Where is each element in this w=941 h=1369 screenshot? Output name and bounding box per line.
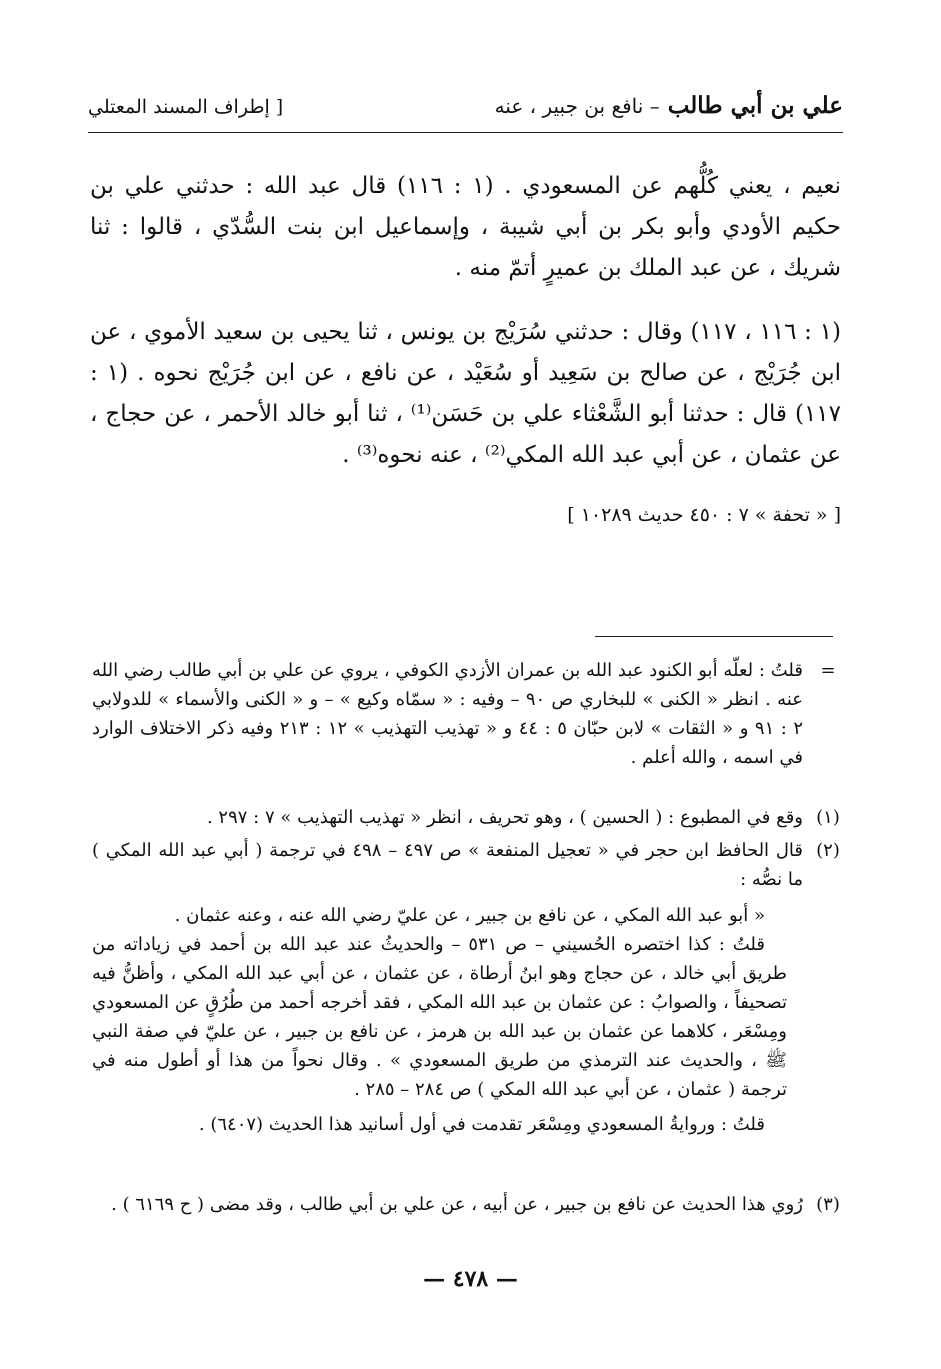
footnote-divider	[595, 636, 833, 637]
footnote-2-quote-block	[92, 901, 787, 1139]
footnote-2-marker: (٢)	[816, 840, 840, 861]
footnote-3-marker: (٣)	[816, 1194, 840, 1215]
footnote-1-text: وقع في المطبوع : ( الحسين ) ، وهو تحريف ، انظر « تهذيب التهذيب » ٧ : ٢٩٧ .	[206, 807, 803, 828]
main-paragraph-2: (١ : ١١٦ ، ١١٧) وقال : حدثني سُرَيْج بن يونس ، ثنا يحيى بن سعيد الأموي ، عن ابن جُرَيْج ، عن صالح بن سَعِيد أو سُعَيْد ، عن نافع ، عن ابن جُرَيْج نحوه . (١ : ١١٧) قال : حدثنا أبو الشَّعْثاء علي بن حَسَن⁽¹⁾ ، ثنا أبو خالد الأحمر ، عن حجاج ، عن عثمان ، عن أبي عبد الله المكي⁽²⁾ ، عنه نحوه⁽³⁾ .	[90, 319, 842, 468]
footnote-continuation-text: قلتُ : لعلّه أبو الكنود عبد الله بن عمران الأزدي الكوفي ، يروي عن علي بن أبي طالب رضي الله عنه . انظر « الكنى » للبخاري ص ٩٠ – وفيه : « سمّاه وكيع » – و « الكنى والأسماء » للدولابي ٢ : ٩١ و « الثقات » لابن حبّان ٥ : ٤٤ و « تهذيب التهذيب » ١٢ : ٢١٣ وفيه ذكر الاختلاف الوارد في اسمه ، والله أعلم .	[92, 660, 804, 768]
header-title-group	[495, 92, 843, 119]
footnote-1-marker: (١)	[816, 807, 840, 828]
header-divider	[88, 132, 843, 133]
header-book-title: [ إطراف المسند المعتلي	[88, 96, 284, 118]
footnote-1	[92, 803, 843, 832]
tuhfa-reference: [ « تحفة » ٧ : ٤٥٠ حديث ١٠٢٨٩ ]	[567, 504, 841, 526]
header-subtitle: – نافع بن جبير ، عنه	[494, 94, 660, 118]
footnote-2	[92, 836, 843, 1139]
footnote-2-quote: « أبو عبد الله المكي ، عن نافع بن جبير ، عن عليّ رضي الله عنه ، وعنه عثمان .	[174, 905, 765, 926]
footnote-2-comment: قلتُ : كذا اختصره الحُسيني – ص ٥٣١ – والحديثُ عند عبد الله بن أحمد في زياداته من طريق أبي خالد ، عن حجاج وهو ابنُ أرطاة ، عن عثمان ، عن أبي عبد الله المكي ، وأظنُّ فيه تصحيفاً ، والصوابُ : عن عثمان بن عبد الله المكي ، فقد أخرجه أحمد من طُرُقٍ عن المسعودي ومِسْعَر ، كلاهما عن عثمان بن عبد الله بن هرمز ، عن نافع بن جبير ، عن عليّ في صفة النبي ﷺ ، والحديث عند الترمذي من طريق المسعودي » . وقال نحواً من هذا أو أطول منه في ترجمة ( عثمان ، عن أبي عبد الله المكي ) ص ٢٨٤ – ٢٨٥ .	[92, 934, 787, 1100]
page-number: — ٤٧٨ —	[423, 1266, 518, 1292]
main-paragraph-1: نعيم ، يعني كُلُّهم عن المسعودي . (١ : ١١٦) قال عبد الله : حدثني علي بن حكيم الأودي وأبو بكر بن أبي شيبة ، وإسماعيل ابن بنت السُّدّي ، قالوا : ثنا شريك ، عن عبد الملك بن عميرٍ أتمّ منه .	[90, 173, 841, 281]
footnote-2-final: قلتُ : وروايةُ المسعودي ومِسْعَر تقدمت في أول أسانيد هذا الحديث (٦٤٠٧) .	[198, 1114, 765, 1135]
continuation-mark: =	[820, 660, 836, 681]
running-header	[88, 92, 843, 128]
footnote-3-text: رُوي هذا الحديث عن نافع بن جبير ، عن أبيه ، عن علي بن أبي طالب ، وقد مضى ( ح ٦١٦٩ ) .	[111, 1194, 803, 1215]
footnote-3	[92, 1190, 843, 1219]
footnote-continuation	[92, 656, 843, 772]
footnote-2-text: قال الحافظ ابن حجر في « تعجيل المنفعة » ص ٤٩٧ – ٤٩٨ في ترجمة ( أبي عبد الله المكي ) ما نصُّه :	[92, 840, 803, 890]
header-title: علي بن أبي طالب	[667, 92, 843, 119]
